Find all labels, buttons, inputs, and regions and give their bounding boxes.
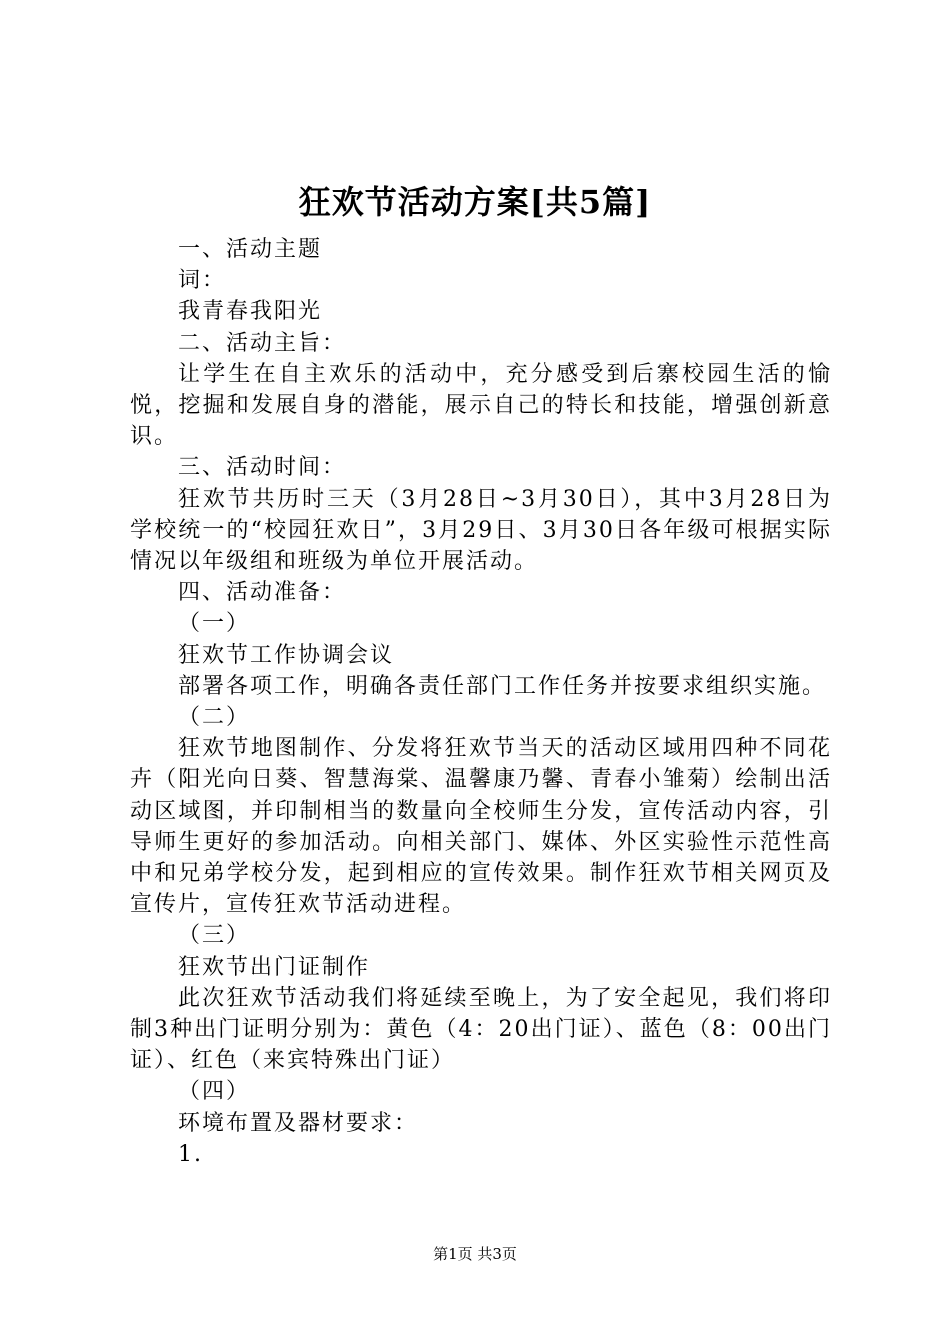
paragraph: 狂欢节共历时三天（3月28日~3月30日），其中3月28日为学校统一的“校园狂欢日”，3月29日、3月30日各年级可根据实际情况以年级组和班级为单位开展活动。 xyxy=(130,486,832,575)
paragraph: 狂欢节地图制作、分发将狂欢节当天的活动区域用四种不同花卉（阳光向日葵、智慧海棠、温馨康乃馨、青春小雏菊）绘制出活动区域图，并印制相当的数量向全校师生分发，宣传活动内容，引导师生更好的参加活动。向相关部门、媒体、外区实验性示范性高中和兄弟学校分发，起到相应的宣传效果。制作狂欢节相关网页及宣传片，宣传狂欢节活动进程。 xyxy=(130,736,832,918)
paragraph: 环境布置及器材要求： xyxy=(178,1110,419,1136)
paragraph: 三、活动时间： xyxy=(178,455,347,481)
paragraph: 狂欢节工作协调会议 xyxy=(178,642,395,668)
paragraph: （三） xyxy=(178,923,251,949)
paragraph: 词： xyxy=(178,268,227,294)
paragraph: 四、活动准备： xyxy=(178,580,347,606)
paragraph: 我青春我阳光 xyxy=(178,299,323,325)
paragraph: 1. xyxy=(178,1141,203,1167)
paragraph: 此次狂欢节活动我们将延续至晚上，为了安全起见，我们将印制3种出门证明分别为：黄色（4：20出门证）、蓝色（8：00出门证）、红色（来宾特殊出门证） xyxy=(130,985,832,1074)
paragraph: （一） xyxy=(178,611,251,637)
paragraph: 让学生在自主欢乐的活动中，充分感受到后寨校园生活的愉悦，挖掘和发展自身的潜能，展示自己的特长和技能，增强创新意识。 xyxy=(130,361,832,450)
document-body xyxy=(130,234,832,1170)
paragraph: （四） xyxy=(178,1079,251,1105)
document-title: 狂欢节活动方案[共5篇] xyxy=(298,183,652,221)
paragraph: 二、活动主旨： xyxy=(178,330,347,356)
paragraph: 一、活动主题 xyxy=(178,237,323,262)
page-footer: 第1页 共3页 xyxy=(433,1245,517,1263)
paragraph: 狂欢节出门证制作 xyxy=(178,954,371,980)
paragraph: 部署各项工作，明确各责任部门工作任务并按要求组织实施。 xyxy=(178,673,827,699)
paragraph: （二） xyxy=(178,705,251,731)
